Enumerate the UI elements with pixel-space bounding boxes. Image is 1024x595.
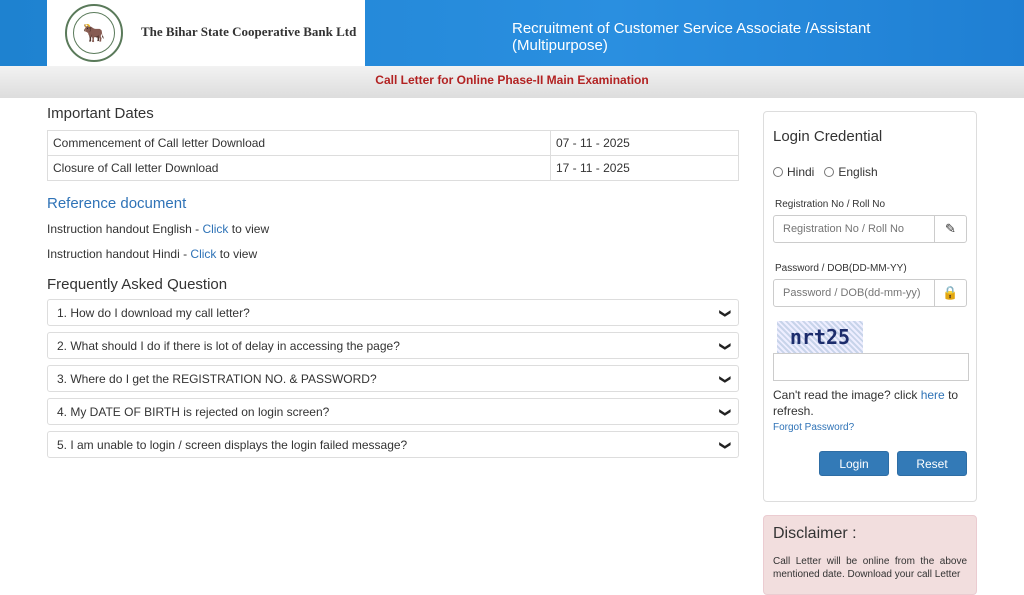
chevron-down-icon: ❯: [718, 374, 731, 385]
table-row: [48, 131, 739, 156]
header: [0, 0, 1024, 66]
faq-item[interactable]: 2. What should I do if there is lot of delay in accessing the page? ❯: [47, 332, 739, 359]
reset-button[interactable]: Reset: [897, 451, 967, 476]
password-label: Password / DOB(DD-MM-YY): [775, 263, 907, 274]
chevron-down-icon: ❯: [718, 440, 731, 451]
disclaimer-text: Call Letter will be online from the above mentioned date. Download your call Letter: [773, 556, 967, 580]
main-content: [47, 105, 739, 458]
english-handout-link[interactable]: Click: [202, 222, 229, 236]
forgot-password-link[interactable]: Forgot Password?: [773, 422, 855, 433]
bank-name: The Bihar State Cooperative Bank Ltd: [141, 24, 357, 39]
registration-input[interactable]: [774, 216, 934, 242]
captcha-help: Can't read the image? click here to refresh.: [773, 388, 959, 418]
captcha-input[interactable]: [773, 353, 969, 381]
login-button[interactable]: Login: [819, 451, 889, 476]
password-input[interactable]: [774, 280, 934, 306]
chevron-down-icon: ❯: [718, 407, 731, 418]
refresh-captcha-link[interactable]: here: [920, 388, 945, 402]
reference-english: Instruction handout English - Click to view: [47, 222, 270, 236]
subtitle-bar: Call Letter for Online Phase-II Main Examination: [0, 66, 1024, 98]
login-panel: [763, 111, 977, 502]
captcha-image: nrt25: [777, 321, 863, 353]
faq-item[interactable]: 5. I am unable to login / screen displays the login failed message? ❯: [47, 431, 739, 458]
registration-label: Registration No / Roll No: [775, 199, 886, 210]
hindi-handout-link[interactable]: Click: [190, 247, 217, 261]
pencil-icon: ✎: [934, 216, 966, 242]
disclaimer-panel: [763, 515, 977, 595]
radio-english[interactable]: English: [824, 165, 877, 179]
faq-item[interactable]: 3. Where do I get the REGISTRATION NO. & PASSWORD? ❯: [47, 365, 739, 392]
chevron-down-icon: ❯: [718, 308, 731, 319]
date-value: 17 - 11 - 2025: [551, 156, 739, 181]
date-value: 07 - 11 - 2025: [551, 131, 739, 156]
page-title: Recruitment of Customer Service Associate /Assistant (Multipurpose): [512, 20, 871, 54]
radio-hindi[interactable]: Hindi: [773, 165, 814, 179]
login-heading: Login Credential: [773, 128, 883, 145]
bank-logo: [47, 0, 365, 66]
table-row: [48, 156, 739, 181]
disclaimer-heading: Disclaimer :: [773, 525, 857, 542]
chevron-down-icon: ❯: [718, 341, 731, 352]
lock-icon: 🔒: [934, 280, 966, 306]
faq-item[interactable]: 4. My DATE OF BIRTH is rejected on login screen? ❯: [47, 398, 739, 425]
date-label: Commencement of Call letter Download: [48, 131, 551, 156]
faq-item[interactable]: 1. How do I download my call letter? ❯: [47, 299, 739, 326]
dates-table: [47, 130, 739, 181]
dates-heading: Important Dates: [47, 105, 154, 122]
reference-hindi: Instruction handout Hindi - Click to view: [47, 247, 258, 261]
faq-heading: Frequently Asked Question: [47, 276, 228, 293]
bank-seal-icon: 🐂: [65, 4, 123, 62]
reference-heading: Reference document: [47, 195, 187, 212]
date-label: Closure of Call letter Download: [48, 156, 551, 181]
